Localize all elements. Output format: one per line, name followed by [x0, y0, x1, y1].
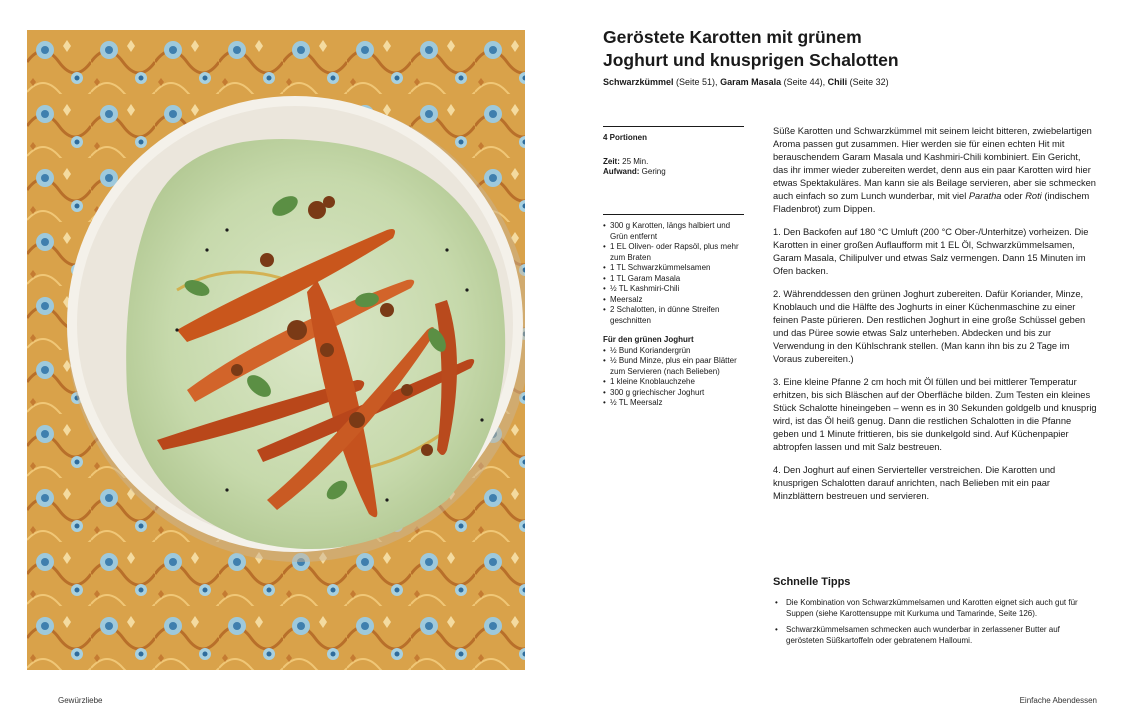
intro-paragraph: Süße Karotten und Schwarzkümmel mit seinem leicht bitteren, zwiebelartigen Aroma passen gut zusammen. Hier werden sie für einen echten Hit mit berauschendem Garam Masala und Kashmiri-Chili kombiniert. Ein Gericht, das ihr immer wieder zubereiten werdet, denn aus ein paar Karotten wird hier etwas Spektakuläres. Man kann sie als Beilage servieren, aber sie schmecken auch einfach so zum Lunch wunderbar, mit viel Paratha oder Roti (indischem Fladenbrot) zum Dippen.	[773, 126, 1096, 214]
ingredient-item: • 1 TL Garam Masala	[603, 274, 744, 285]
spice-name: Schwarzkümmel	[603, 77, 674, 87]
spice-name: Chili	[827, 77, 848, 87]
quick-tips-heading: Schnelle Tipps	[773, 576, 851, 588]
ingredient-item: • 300 g Karotten, längs halbiert und Grün entfernt	[603, 221, 744, 242]
portions: 4 Portionen	[603, 133, 648, 142]
recipe-title: Geröstete Karotten mit grünem Joghurt und knusprigen Schalotten	[603, 27, 899, 70]
ingredient-item: • ½ Bund Koriandergrün	[603, 346, 744, 357]
ingredient-item: • 2 Schalotten, in dünne Streifen geschnitten	[603, 305, 744, 326]
ingredient-item: • 1 kleine Knoblauchzehe	[603, 377, 744, 388]
quick-tips-list	[773, 598, 1093, 652]
spice-page-ref: (Seite 32)	[847, 77, 889, 87]
ingredients-list	[603, 214, 744, 409]
recipe-body	[773, 125, 1097, 513]
ingredient-item: • 1 TL Schwarzkümmelsamen	[603, 263, 744, 274]
ingredient-item: • ½ Bund Minze, plus ein paar Blätter zum Servieren (nach Belieben)	[603, 356, 744, 377]
tip-item: • Schwarzkümmelsamen schmecken auch wunderbar in zerlassener Butter auf gerösteten Süßkartoffeln oder gebratenem Halloumi.	[773, 625, 1093, 646]
step-2: 2. Währenddessen den grünen Joghurt zubereiten. Dafür Koriander, Minze, Knoblauch und die Hälfte des Joghurts in einer Küchenmaschine zu einer feinen Paste pürieren. Den restlichen Joghurt in eine große Schüssel geben und das Püree sowie etwas Salz unterheben. Abdecken und bis zur Verwendung in den Kühlschrank stellen. (Man kann ihn bis zu 2 Tage im Voraus zubereiten.)	[773, 289, 1086, 364]
spice-page-ref: (Seite 44),	[781, 77, 828, 87]
recipe-meta	[603, 126, 744, 178]
yogurt-ingredients-heading: Für den grünen Joghurt	[603, 335, 694, 344]
effort: Aufwand: Gering	[603, 167, 666, 176]
footer-left-section-title: Gewürzliebe	[58, 696, 103, 705]
recipe-photo	[27, 30, 525, 670]
ingredient-item: • Meersalz	[603, 295, 744, 306]
step-4: 4. Den Joghurt auf einen Servierteller verstreichen. Die Karotten und knusprigen Schalotten darauf anrichten, nach Belieben mit ein paar Minzblättern bestreuen und servieren.	[773, 465, 1056, 501]
spice-references	[603, 76, 889, 88]
ingredient-item: • ½ TL Meersalz	[603, 398, 744, 409]
ingredient-item: • ½ TL Kashmiri-Chili	[603, 284, 744, 295]
prep-time: Zeit: 25 Min.	[603, 156, 649, 166]
ingredient-item: • 1 EL Oliven- oder Rapsöl, plus mehr zum Braten	[603, 242, 744, 263]
step-3: 3. Eine kleine Pfanne 2 cm hoch mit Öl füllen und bei mittlerer Temperatur erhitzen, bis sich Bläschen auf der Oberfläche bilden. Zum Testen ein kleines Stück Schalotte hineingeben – wenn es in 30 Sekunden goldgelb und knusprig wird, ist das Öl heiß genug. Dann die restlichen Schalotten in die Pfanne geben und 1 Minute frittieren, bis sie dunkelgold sind. Auf Küchenpapier abtropfen lassen und mit Salz bestreuen.	[773, 377, 1097, 452]
main-ingredients	[603, 221, 744, 326]
yogurt-ingredients	[603, 346, 744, 409]
ingredient-item: • 300 g griechischer Joghurt	[603, 388, 744, 399]
footer-right-section-title: Einfache Abendessen	[1019, 696, 1097, 705]
tip-item: • Die Kombination von Schwarzkümmelsamen und Karotten eignet sich auch gut für Suppen (siehe Karottensuppe mit Kurkuma und Tamarinde, Seite 126).	[773, 598, 1093, 619]
step-1: 1. Den Backofen auf 180 °C Umluft (200 °C Ober-/Unterhitze) vorheizen. Die Karotten in einer großen Auflaufform mit 1 EL Öl, Schwarzkümmelsamen, Garam Masala, Chilipulver und etwas Salz vermengen. Dann 15 Minuten im Ofen backen.	[773, 227, 1089, 276]
spice-name: Garam Masala	[720, 77, 782, 87]
spice-page-ref: (Seite 51),	[673, 77, 721, 87]
carrot-dish-illustration	[27, 30, 525, 670]
